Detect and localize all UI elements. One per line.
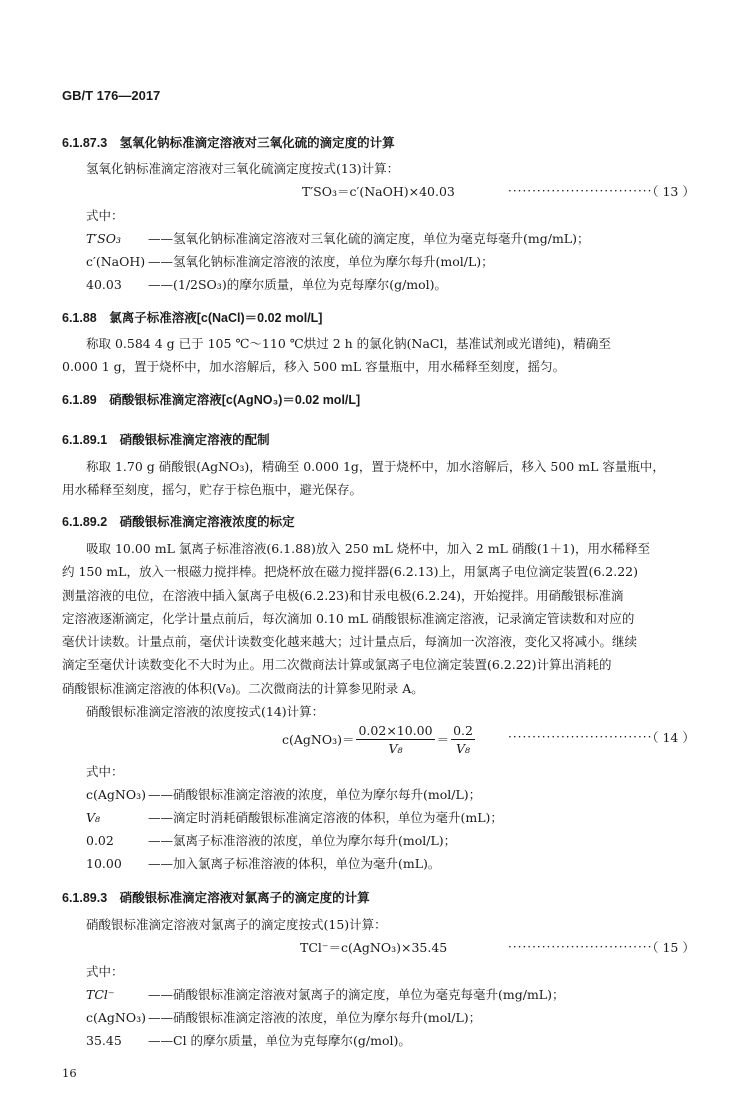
definition: ——Cl 的摩尔质量，单位为克每摩尔(g/mol)。 xyxy=(148,1033,411,1048)
where-label: 式中： xyxy=(86,764,124,779)
definition: ——硝酸银标准滴定溶液的浓度，单位为摩尔每升(mol/L)； xyxy=(148,787,482,802)
text-line: 吸取 10.00 mL 氯离子标准溶液(6.1.88)放入 250 mL 烧杯中，加入 2 mL 硝酸(1＋1)，用水稀释至 xyxy=(86,541,650,556)
section-heading-6-1-89-1: 6.1.89.1 硝酸银标准滴定溶液的配制 xyxy=(62,433,270,447)
text-line: 0.000 1 g，置于烧杯中，加水溶解后，移入 500 mL 容量瓶中，用水稀释至刻度，摇匀。 xyxy=(62,359,566,375)
denominator: V₈ xyxy=(388,741,403,756)
numerator: 0.02×10.00 xyxy=(358,723,433,738)
symbol: c(AgNO₃) xyxy=(86,787,146,802)
standard-code: GB/T 176—2017 xyxy=(62,88,161,103)
equals-sign: ＝ xyxy=(436,732,450,747)
equation-number: （ 15 ） xyxy=(646,940,695,955)
definition: ——氯离子标准溶液的浓度，单位为摩尔每升(mol/L)； xyxy=(148,833,457,848)
definition: ——(1/2SO₃)的摩尔质量，单位为克每摩尔(g/mol)。 xyxy=(148,277,448,292)
formula-intro: 硝酸银标准滴定溶液对氯离子的滴定度按式(15)计算： xyxy=(86,917,387,932)
definition: ——滴定时消耗硝酸银标准滴定溶液的体积，单位为毫升(mL)； xyxy=(148,810,503,825)
paragraph xyxy=(62,455,686,502)
paragraph xyxy=(62,537,686,700)
symbol: c′(NaOH) xyxy=(86,254,146,269)
definition: ——氢氧化钠标准滴定溶液的浓度，单位为摩尔每升(mol/L)； xyxy=(148,254,494,269)
section-heading-6-1-89: 6.1.89 硝酸银标准滴定溶液[c(AgNO₃)＝0.02 mol/L] xyxy=(62,393,361,407)
formula-15: TCl⁻＝c(AgNO₃)×35.45 xyxy=(300,940,448,955)
text-line: 滴定至毫伏计读数变化不大时为止。用二次微商法计算或氯离子电位滴定装置(6.2.22)计算出消耗的 xyxy=(62,657,612,673)
formula-14 xyxy=(282,722,477,757)
equation-number: （ 14 ） xyxy=(646,730,695,745)
section-heading-6-1-88: 6.1.88 氯离子标准溶液[c(NaCl)＝0.02 mol/L] xyxy=(62,311,323,325)
symbol: V₈ xyxy=(86,810,101,825)
text-line: 用水稀释至刻度，摇匀，贮存于棕色瓶中，避光保存。 xyxy=(62,482,363,498)
definition: ——硝酸银标准滴定溶液对氯离子的滴定度，单位为毫克每毫升(mg/mL)； xyxy=(148,987,565,1002)
page-number: 16 xyxy=(62,1066,77,1080)
text-line: 称取 0.584 4 g 已于 105 ℃～110 ℃烘过 2 h 的氯化钠(NaCl，基准试剂或光谱纯)，精确至 xyxy=(86,336,611,351)
definition: ——氢氧化钠标准滴定溶液对三氧化硫的滴定度，单位为毫克每毫升(mg/mL)； xyxy=(148,231,590,246)
section-heading-6-1-87-3: 6.1.87.3 氢氧化钠标准滴定溶液对三氧化硫的滴定度的计算 xyxy=(62,136,395,150)
leader-dots: ······························ xyxy=(508,730,653,744)
denominator: V₈ xyxy=(456,741,471,756)
text-line: 约 150 mL，放入一根磁力搅拌棒。把烧杯放在磁力搅拌器(6.2.13)上，用氯离子电位滴定装置(6.2.22) xyxy=(62,564,638,580)
symbol: 10.00 xyxy=(86,856,122,871)
symbol: 35.45 xyxy=(86,1033,122,1048)
section-heading-6-1-89-3: 6.1.89.3 硝酸银标准滴定溶液对氯离子的滴定度的计算 xyxy=(62,891,370,905)
text-line: 毫伏计读数。计量点前，毫伏计读数变化越来越大；过计量点后，每滴加一次溶液，变化又将减小。继续 xyxy=(62,634,638,650)
text-line: 硝酸银标准滴定溶液的体积(V₈)。二次微商法的计算参见附录 A。 xyxy=(62,680,424,696)
definition: ——硝酸银标准滴定溶液的浓度，单位为摩尔每升(mol/L)； xyxy=(148,1010,482,1025)
paragraph xyxy=(62,332,686,379)
formula-lhs: c(AgNO₃)＝ xyxy=(282,732,355,747)
leader-dots: ······························ xyxy=(508,940,653,954)
text-line: 测量溶液的电位，在溶液中插入氯离子电极(6.2.23)和甘汞电极(6.2.24)，开始搅拌。用硝酸银标准滴 xyxy=(62,587,624,603)
fraction xyxy=(451,722,475,757)
section-heading-6-1-89-2: 6.1.89.2 硝酸银标准滴定溶液浓度的标定 xyxy=(62,515,295,529)
text-line: 定溶液逐渐滴定，化学计量点前后，每次滴加 0.10 mL 硝酸银标准滴定溶液，记录滴定管读数和对应的 xyxy=(62,610,635,626)
definition: ——加入氯离子标准溶液的体积，单位为毫升(mL)。 xyxy=(148,856,441,871)
formula-intro: 硝酸银标准滴定溶液的浓度按式(14)计算： xyxy=(86,704,325,719)
fraction xyxy=(356,722,434,757)
text-line: 称取 1.70 g 硝酸银(AgNO₃)，精确至 0.000 1g，置于烧杯中，加水溶解后，移入 500 mL 容量瓶中， xyxy=(86,459,665,474)
formula-13: T′SO₃＝c′(NaOH)×40.03 xyxy=(302,184,455,199)
numerator: 0.2 xyxy=(453,723,473,738)
symbol: c(AgNO₃) xyxy=(86,1010,146,1025)
symbol: 0.02 xyxy=(86,833,114,848)
symbol: 40.03 xyxy=(86,277,122,292)
where-label: 式中： xyxy=(86,964,124,979)
symbol: TCl⁻ xyxy=(86,987,115,1002)
symbol: T′SO₃ xyxy=(86,231,121,246)
equation-number: （ 13 ） xyxy=(646,184,695,199)
where-label: 式中： xyxy=(86,208,124,223)
leader-dots: ······························ xyxy=(508,184,653,198)
formula-intro: 氢氧化钠标准滴定溶液对三氧化硫滴定度按式(13)计算： xyxy=(86,161,400,176)
